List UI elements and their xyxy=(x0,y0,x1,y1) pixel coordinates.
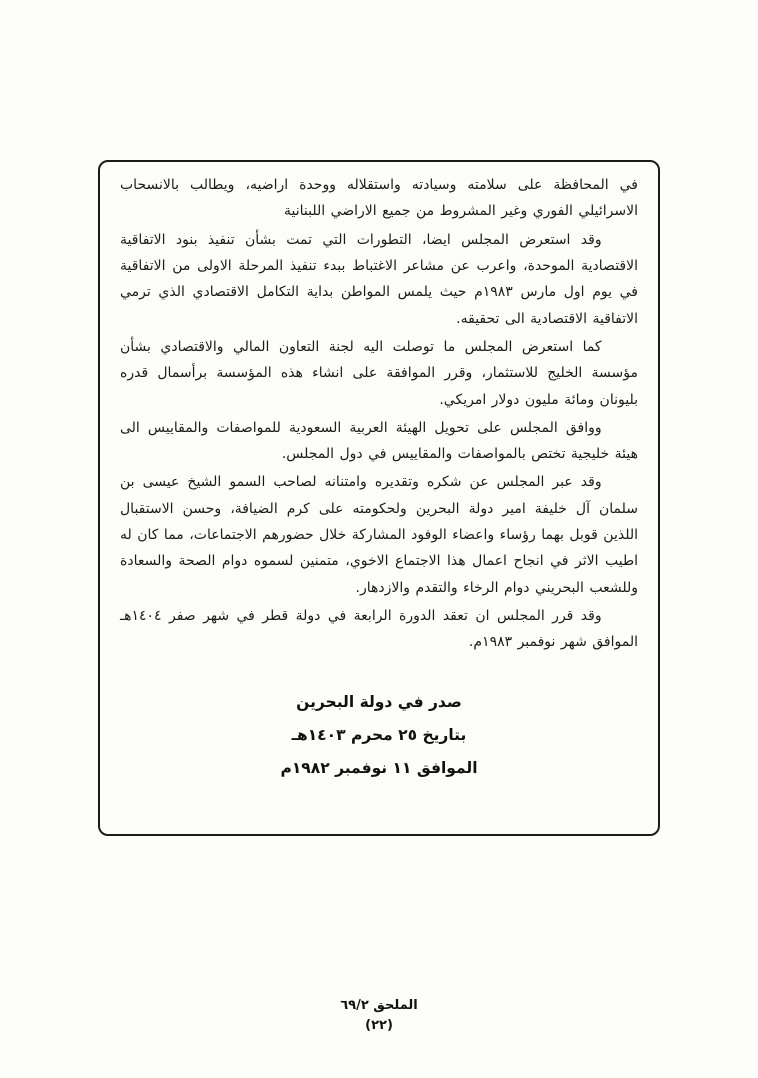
paragraph: كما استعرض المجلس ما توصلت اليه لجنة التعاون المالي والاقتصادي بشأن مؤسسة الخليج للاستثمار، وقرر الموافقة على انشاء هذه المؤسسة برأسمال قدره بليونان ومائة مليون دولار امريكي. xyxy=(120,338,638,408)
signature-hijri-date-line: بتاريخ ٢٥ محرم ١٤٠٣هـ xyxy=(291,725,467,744)
page-footer xyxy=(0,996,758,1035)
paragraph: وقد قرر المجلس ان تعقد الدورة الرابعة في دولة قطر في شهر صفر ١٤٠٤هـ الموافق شهر نوفمبر ١٩٨٣م. xyxy=(120,608,638,651)
attachment-label: الملحق ٦٩/٢ xyxy=(340,998,418,1013)
paragraph: في المحافظة على سلامته وسيادته واستقلاله ووحدة اراضيه، ويطالب بالانسحاب الاسرائيلي الفوري وغير المشروط من جميع الاراضي اللبنانية xyxy=(120,177,638,220)
paragraph: وقد عبر المجلس عن شكره وتقديره وامتنانه لصاحب السمو الشيخ عيسى بن سلمان آل خليفة امير دولة البحرين ولحكومته على كرم الضيافة، وحسن الاستقبال اللذين قوبل بهما رؤساء واعضاء الوفود المشاركة خلال حضورهم الاجتماعات، مما كان له اطيب الاثر في انجاح اعمال هذا الاجتماع الاخوي، متمنين لسموه دوام الصحة والسعادة وللشعب البحريني دوام الرخاء والتقدم والازدهار. xyxy=(120,474,638,596)
signature-block xyxy=(120,686,638,786)
signature-place-line: صدر في دولة البحرين xyxy=(296,692,462,711)
signature-gregorian-date-line: الموافق ١١ نوفمبر ١٩٨٢م xyxy=(280,759,478,778)
document-border-box xyxy=(98,160,660,836)
paragraph: ووافق المجلس على تحويل الهيئة العربية السعودية للمواصفات والمقاييس الى هيئة خليجية تختص بالمواصفات والمقاييس في دول المجلس. xyxy=(120,419,638,463)
page-number: (٢٢) xyxy=(365,1017,393,1033)
paragraph: وقد استعرض المجلس ايضا، التطورات التي تمت بشأن تنفيذ بنود الاتفاقية الاقتصادية الموحدة، واعرب عن مشاعر الاغتباط ببدء تنفيذ المرحلة الاولى من الاتفاقية في يوم اول مارس ١٩٨٣م حيث يلمس المواطن بداية التكامل الاقتصادي الذي ترمي الاتفاقية الاقتصادية الى تحقيقه. xyxy=(120,231,638,327)
